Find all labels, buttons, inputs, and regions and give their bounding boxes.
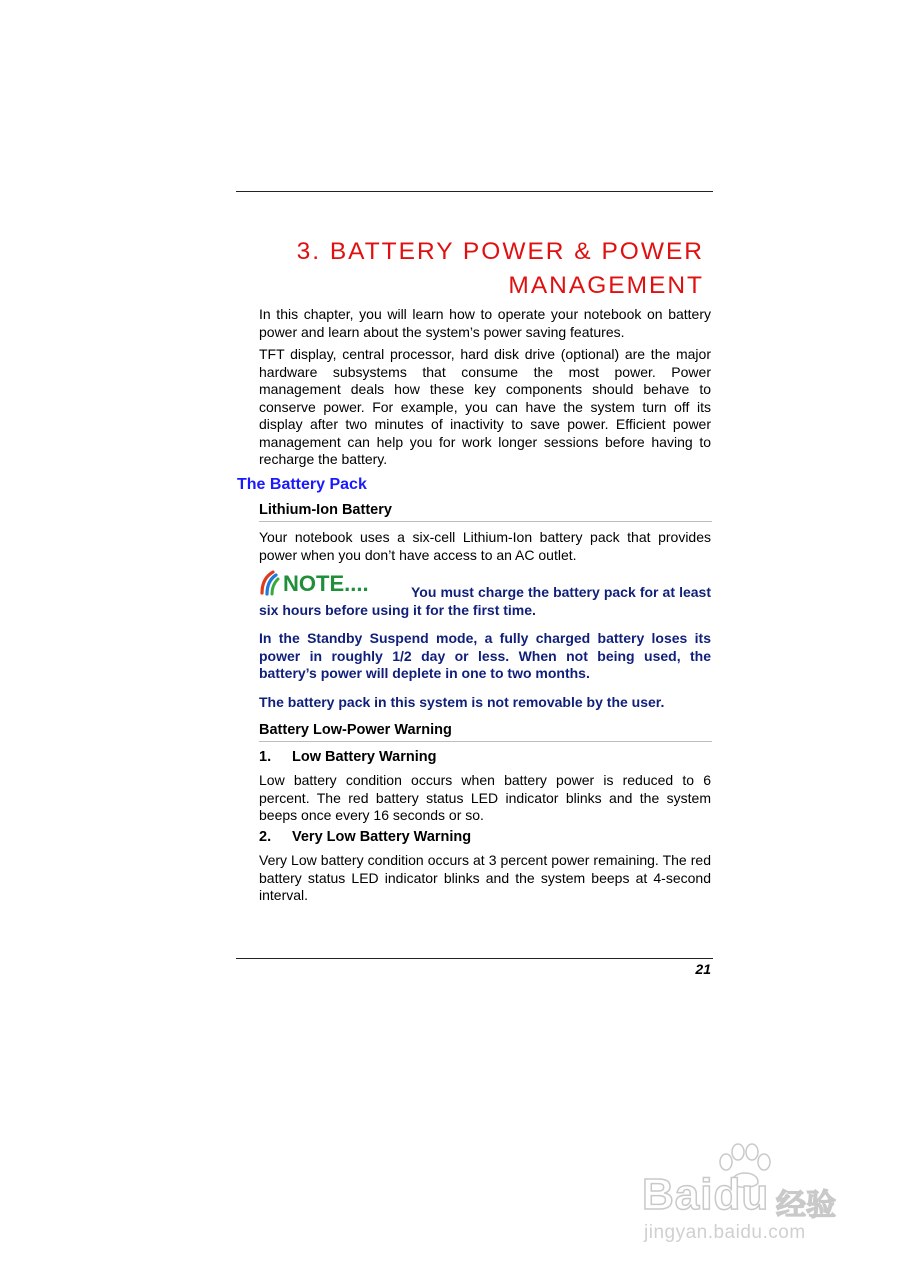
page-number: 21: [695, 961, 711, 977]
section-heading-battery-pack: The Battery Pack: [237, 476, 367, 493]
chapter-title: [236, 235, 704, 303]
lithium-ion-paragraph: Your notebook uses a six-cell Lithium-Ion battery pack that provides power when you don’t have access to an AC outlet.: [259, 529, 711, 563]
item-number: 1.: [259, 749, 272, 765]
note-logo-text: NOTE....: [283, 571, 369, 596]
item-title-very-low-battery: [259, 829, 471, 845]
note-text-3: The battery pack in this system is not removable by the user.: [259, 694, 665, 710]
watermark-brand: Baidu: [642, 1170, 770, 1219]
note-text-2: In the Standby Suspend mode, a fully charged battery loses its power in roughly 1/2 day or less. When not being used, the battery’s power will deplete in one to two months.: [259, 630, 711, 681]
item-title-text: Low Battery Warning: [292, 749, 437, 765]
note-text-1: You must charge the battery pack for at least six hours before using it for the first time.: [259, 584, 711, 618]
intro-paragraph-2: TFT display, central processor, hard disk drive (optional) are the major hardware subsystems that consume the most power. Power management deals how these key components should behave to conserve power. For example, you can have the system turn off its display after two minutes of inactivity to save power. Efficient power management can help you for work longer sessions before having to recharge the battery.: [259, 346, 711, 467]
chapter-title-line1: 3. BATTERY POWER & POWER: [296, 238, 704, 266]
watermark-url: jingyan.baidu.com: [644, 1222, 806, 1243]
subheading-lithium-ion: Lithium-Ion Battery: [259, 502, 712, 522]
watermark-brand-cn: 经验: [776, 1189, 836, 1222]
item-number: 2.: [259, 829, 272, 845]
top-rule: [236, 191, 713, 192]
note-block: [259, 571, 711, 619]
chapter-title-line2: MANAGEMENT: [508, 272, 704, 300]
baidu-watermark: [632, 1142, 862, 1252]
note-icon: [259, 569, 385, 597]
intro-paragraph-1: In this chapter, you will learn how to operate your notebook on battery power and learn about the system’s power saving features.: [259, 306, 711, 340]
low-battery-paragraph: Low battery condition occurs when battery power is reduced to 6 percent. The red battery status LED indicator blinks and the system beeps once every 16 seconds or so.: [259, 772, 711, 823]
very-low-battery-paragraph: Very Low battery condition occurs at 3 percent power remaining. The red battery status LED indicator blinks and the system beeps at 4-second interval.: [259, 852, 711, 903]
item-title-low-battery: [259, 749, 436, 765]
subheading-low-power-warning: Battery Low-Power Warning: [259, 722, 712, 742]
item-title-text: Very Low Battery Warning: [292, 829, 472, 845]
bottom-rule: [236, 958, 713, 959]
